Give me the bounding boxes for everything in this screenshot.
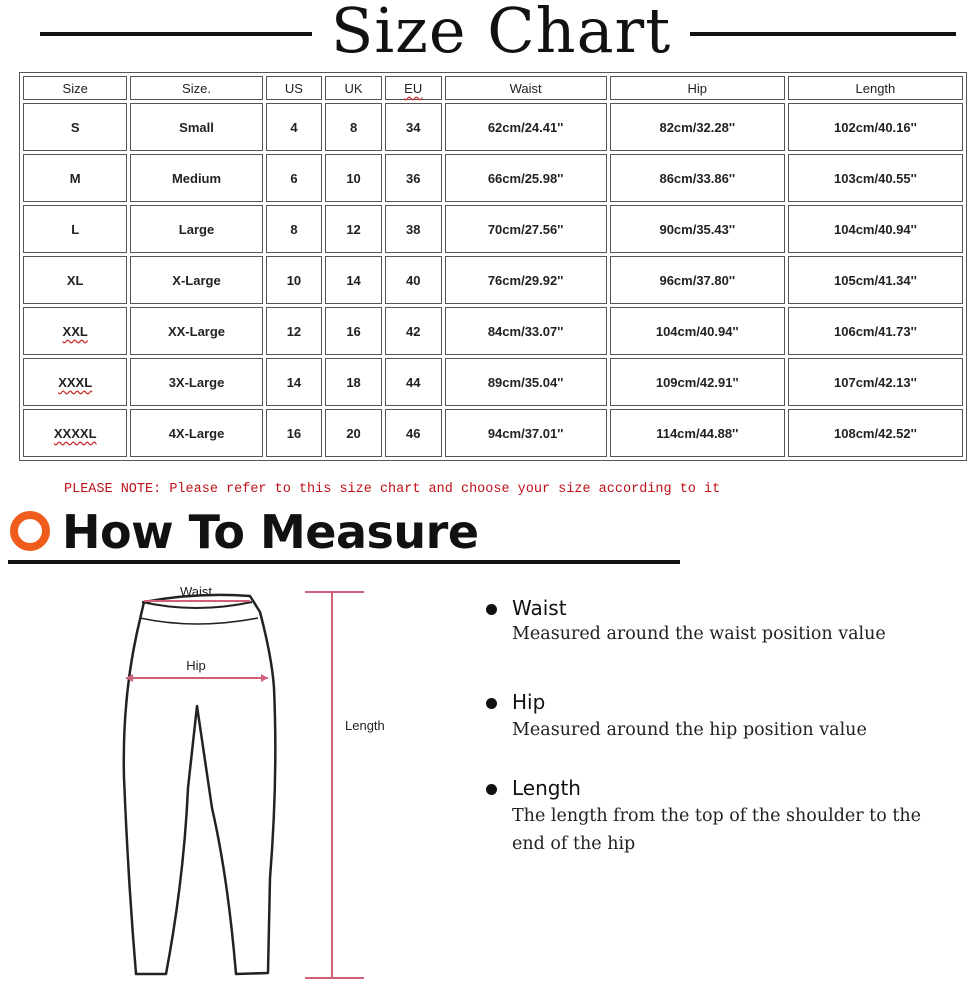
cell-size: M <box>23 154 127 202</box>
table-row <box>23 358 963 406</box>
orange-ring-icon <box>10 511 50 551</box>
header-length: Length <box>788 76 963 100</box>
size-chart-header <box>0 0 972 66</box>
cell-length: 108cm/42.52'' <box>788 409 963 457</box>
size-note: PLEASE NOTE: Please refer to this size chart and choose your size according to it <box>64 482 721 497</box>
cell-eu: 36 <box>385 154 442 202</box>
table-row <box>23 256 963 304</box>
cell-hip: 96cm/37.80'' <box>610 256 785 304</box>
cell-eu: 38 <box>385 205 442 253</box>
cell-size: XXXXL <box>23 409 127 457</box>
header-hip: Hip <box>610 76 785 100</box>
cell-hip: 109cm/42.91'' <box>610 358 785 406</box>
cell-eu: 34 <box>385 103 442 151</box>
title-rule-right <box>690 32 956 36</box>
header-size-name: Size. <box>130 76 262 100</box>
hip-label: Hip <box>186 658 206 673</box>
cell-waist: 76cm/29.92'' <box>445 256 607 304</box>
table-header-row <box>23 76 963 100</box>
header-size: Size <box>23 76 127 100</box>
header-waist: Waist <box>445 76 607 100</box>
cell-size: XXL <box>23 307 127 355</box>
table-row <box>23 205 963 253</box>
size-chart-table <box>19 72 967 461</box>
cell-length: 103cm/40.55'' <box>788 154 963 202</box>
measure-description: Measured around the hip position value <box>512 720 867 740</box>
cell-us: 14 <box>266 358 323 406</box>
cell-hip: 104cm/40.94'' <box>610 307 785 355</box>
length-label: Length <box>345 718 385 733</box>
cell-uk: 18 <box>325 358 382 406</box>
cell-uk: 8 <box>325 103 382 151</box>
cell-size-name: Small <box>130 103 262 151</box>
cell-size: XXXL <box>23 358 127 406</box>
cell-waist: 62cm/24.41'' <box>445 103 607 151</box>
cell-size-name: Large <box>130 205 262 253</box>
cell-length: 104cm/40.94'' <box>788 205 963 253</box>
bullet-icon <box>486 604 497 615</box>
pants-outline <box>124 595 276 974</box>
pants-measure-diagram <box>100 578 420 988</box>
cell-waist: 66cm/25.98'' <box>445 154 607 202</box>
cell-uk: 14 <box>325 256 382 304</box>
cell-us: 6 <box>266 154 323 202</box>
cell-hip: 114cm/44.88'' <box>610 409 785 457</box>
cell-size-name: 3X-Large <box>130 358 262 406</box>
cell-uk: 20 <box>325 409 382 457</box>
cell-size-name: Medium <box>130 154 262 202</box>
cell-hip: 90cm/35.43'' <box>610 205 785 253</box>
measure-heading: Waist <box>512 596 567 620</box>
cell-uk: 10 <box>325 154 382 202</box>
cell-waist: 89cm/35.04'' <box>445 358 607 406</box>
cell-size-name: 4X-Large <box>130 409 262 457</box>
table-row <box>23 154 963 202</box>
page-title: Size Chart <box>330 0 672 67</box>
how-to-measure-title: How To Measure <box>62 505 479 559</box>
waistband <box>142 602 252 608</box>
measure-heading: Length <box>512 776 581 800</box>
cell-size: XL <box>23 256 127 304</box>
cell-size: L <box>23 205 127 253</box>
cell-uk: 16 <box>325 307 382 355</box>
measure-description: The length from the top of the shoulder to the end of the hip <box>512 806 921 854</box>
table-row <box>23 307 963 355</box>
cell-size-name: X-Large <box>130 256 262 304</box>
cell-us: 10 <box>266 256 323 304</box>
cell-length: 106cm/41.73'' <box>788 307 963 355</box>
bullet-icon <box>486 698 497 709</box>
cell-hip: 86cm/33.86'' <box>610 154 785 202</box>
table-row <box>23 409 963 457</box>
cell-size-name: XX-Large <box>130 307 262 355</box>
cell-us: 16 <box>266 409 323 457</box>
cell-us: 12 <box>266 307 323 355</box>
cell-eu: 46 <box>385 409 442 457</box>
cell-us: 8 <box>266 205 323 253</box>
cell-eu: 44 <box>385 358 442 406</box>
waistband-lower <box>140 618 258 624</box>
measure-heading: Hip <box>512 690 546 714</box>
header-us: US <box>266 76 323 100</box>
bullet-icon <box>486 784 497 795</box>
cell-waist: 84cm/33.07'' <box>445 307 607 355</box>
measure-description: Measured around the waist position value <box>512 624 886 644</box>
cell-eu: 40 <box>385 256 442 304</box>
cell-size: S <box>23 103 127 151</box>
header-uk: UK <box>325 76 382 100</box>
hip-arrow-right <box>261 674 268 682</box>
title-rule-left <box>40 32 312 36</box>
header-eu: EU <box>385 76 442 100</box>
table-row <box>23 103 963 151</box>
cell-waist: 94cm/37.01'' <box>445 409 607 457</box>
cell-waist: 70cm/27.56'' <box>445 205 607 253</box>
how-to-measure-rule <box>8 560 680 564</box>
cell-length: 107cm/42.13'' <box>788 358 963 406</box>
cell-eu: 42 <box>385 307 442 355</box>
cell-us: 4 <box>266 103 323 151</box>
cell-length: 105cm/41.34'' <box>788 256 963 304</box>
waist-label: Waist <box>179 584 213 599</box>
cell-hip: 82cm/32.28'' <box>610 103 785 151</box>
cell-length: 102cm/40.16'' <box>788 103 963 151</box>
cell-uk: 12 <box>325 205 382 253</box>
